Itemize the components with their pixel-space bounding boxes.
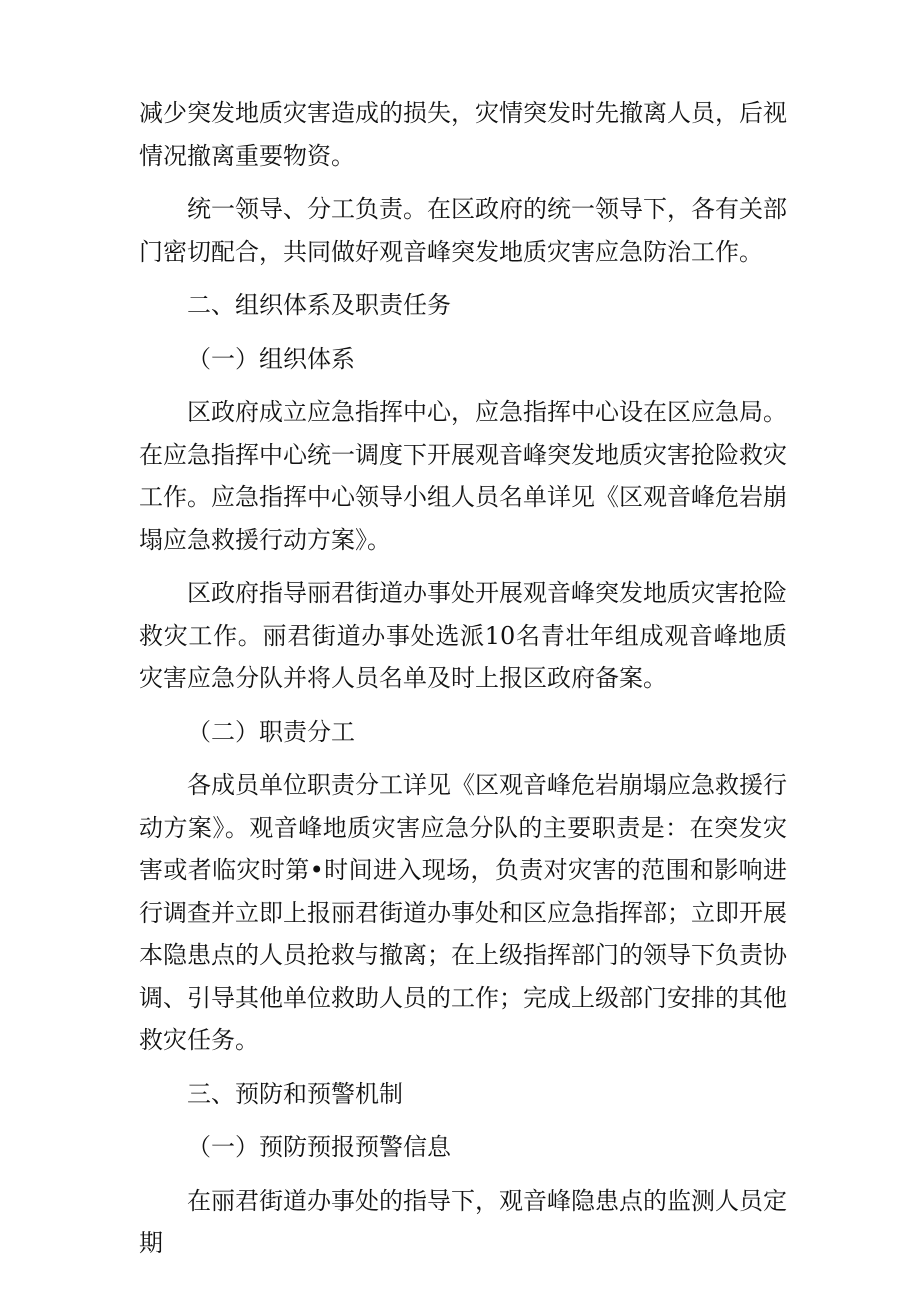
paragraph-monitoring: 在丽君街道办事处的指导下，观音峰隐患点的监测人员定期 <box>139 1186 787 1257</box>
paragraph-emergency-team: 区政府指导丽君街道办事处开展观音峰突发地质灾害抢险救灾工作。丽君街道办事处选派10名青壮年组成观音峰地质灾害应急分队并将人员名单及时上报区政府备案。 <box>139 579 787 692</box>
section-heading-organization: 二、组织体系及职责任务 <box>187 291 451 319</box>
paragraph-responsibilities: 各成员单位职责分工详见《区观音峰危岩崩塌应急救援行动方案》。观音峰地质灾害应急分队的主要职责是：在突发灾害或者临灾时第•时间进入现场，负责对灾害的范围和影响进行调查并立即上报丽君街道办事处和区应急指挥部；立即开展本隐患点的人员抢救与撤离；在上级指挥部门的领导下负责协调、引导其他单位救助人员的工作；完成上级部门安排的其他救灾任务。 <box>139 771 787 1054</box>
subsection-heading-warning-info: （一）预防预报预警信息 <box>187 1133 451 1161</box>
document-body <box>139 92 787 1276</box>
subsection-heading-responsibilities: （二）职责分工 <box>187 717 355 746</box>
subsection-heading-organization-system: （一）组织体系 <box>187 344 355 373</box>
paragraph-unified-leadership: 统一领导、分工负责。在区政府的统一领导下，各有关部门密切配合，共同做好观音峰突发地质灾害应急防治工作。 <box>139 195 787 266</box>
paragraph-continuation: 减少突发地质灾害造成的损失，灾情突发时先撤离人员，后视情况撤离重要物资。 <box>139 99 787 170</box>
section-heading-prevention: 三、预防和预警机制 <box>187 1079 403 1108</box>
paragraph-command-center: 区政府成立应急指挥中心，应急指挥中心设在区应急局。在应急指挥中心统一调度下开展观音峰突发地质灾害抢险救灾工作。应急指挥中心领导小组人员名单详见《区观音峰危岩崩塌应急救援行动方案》。 <box>139 398 787 554</box>
